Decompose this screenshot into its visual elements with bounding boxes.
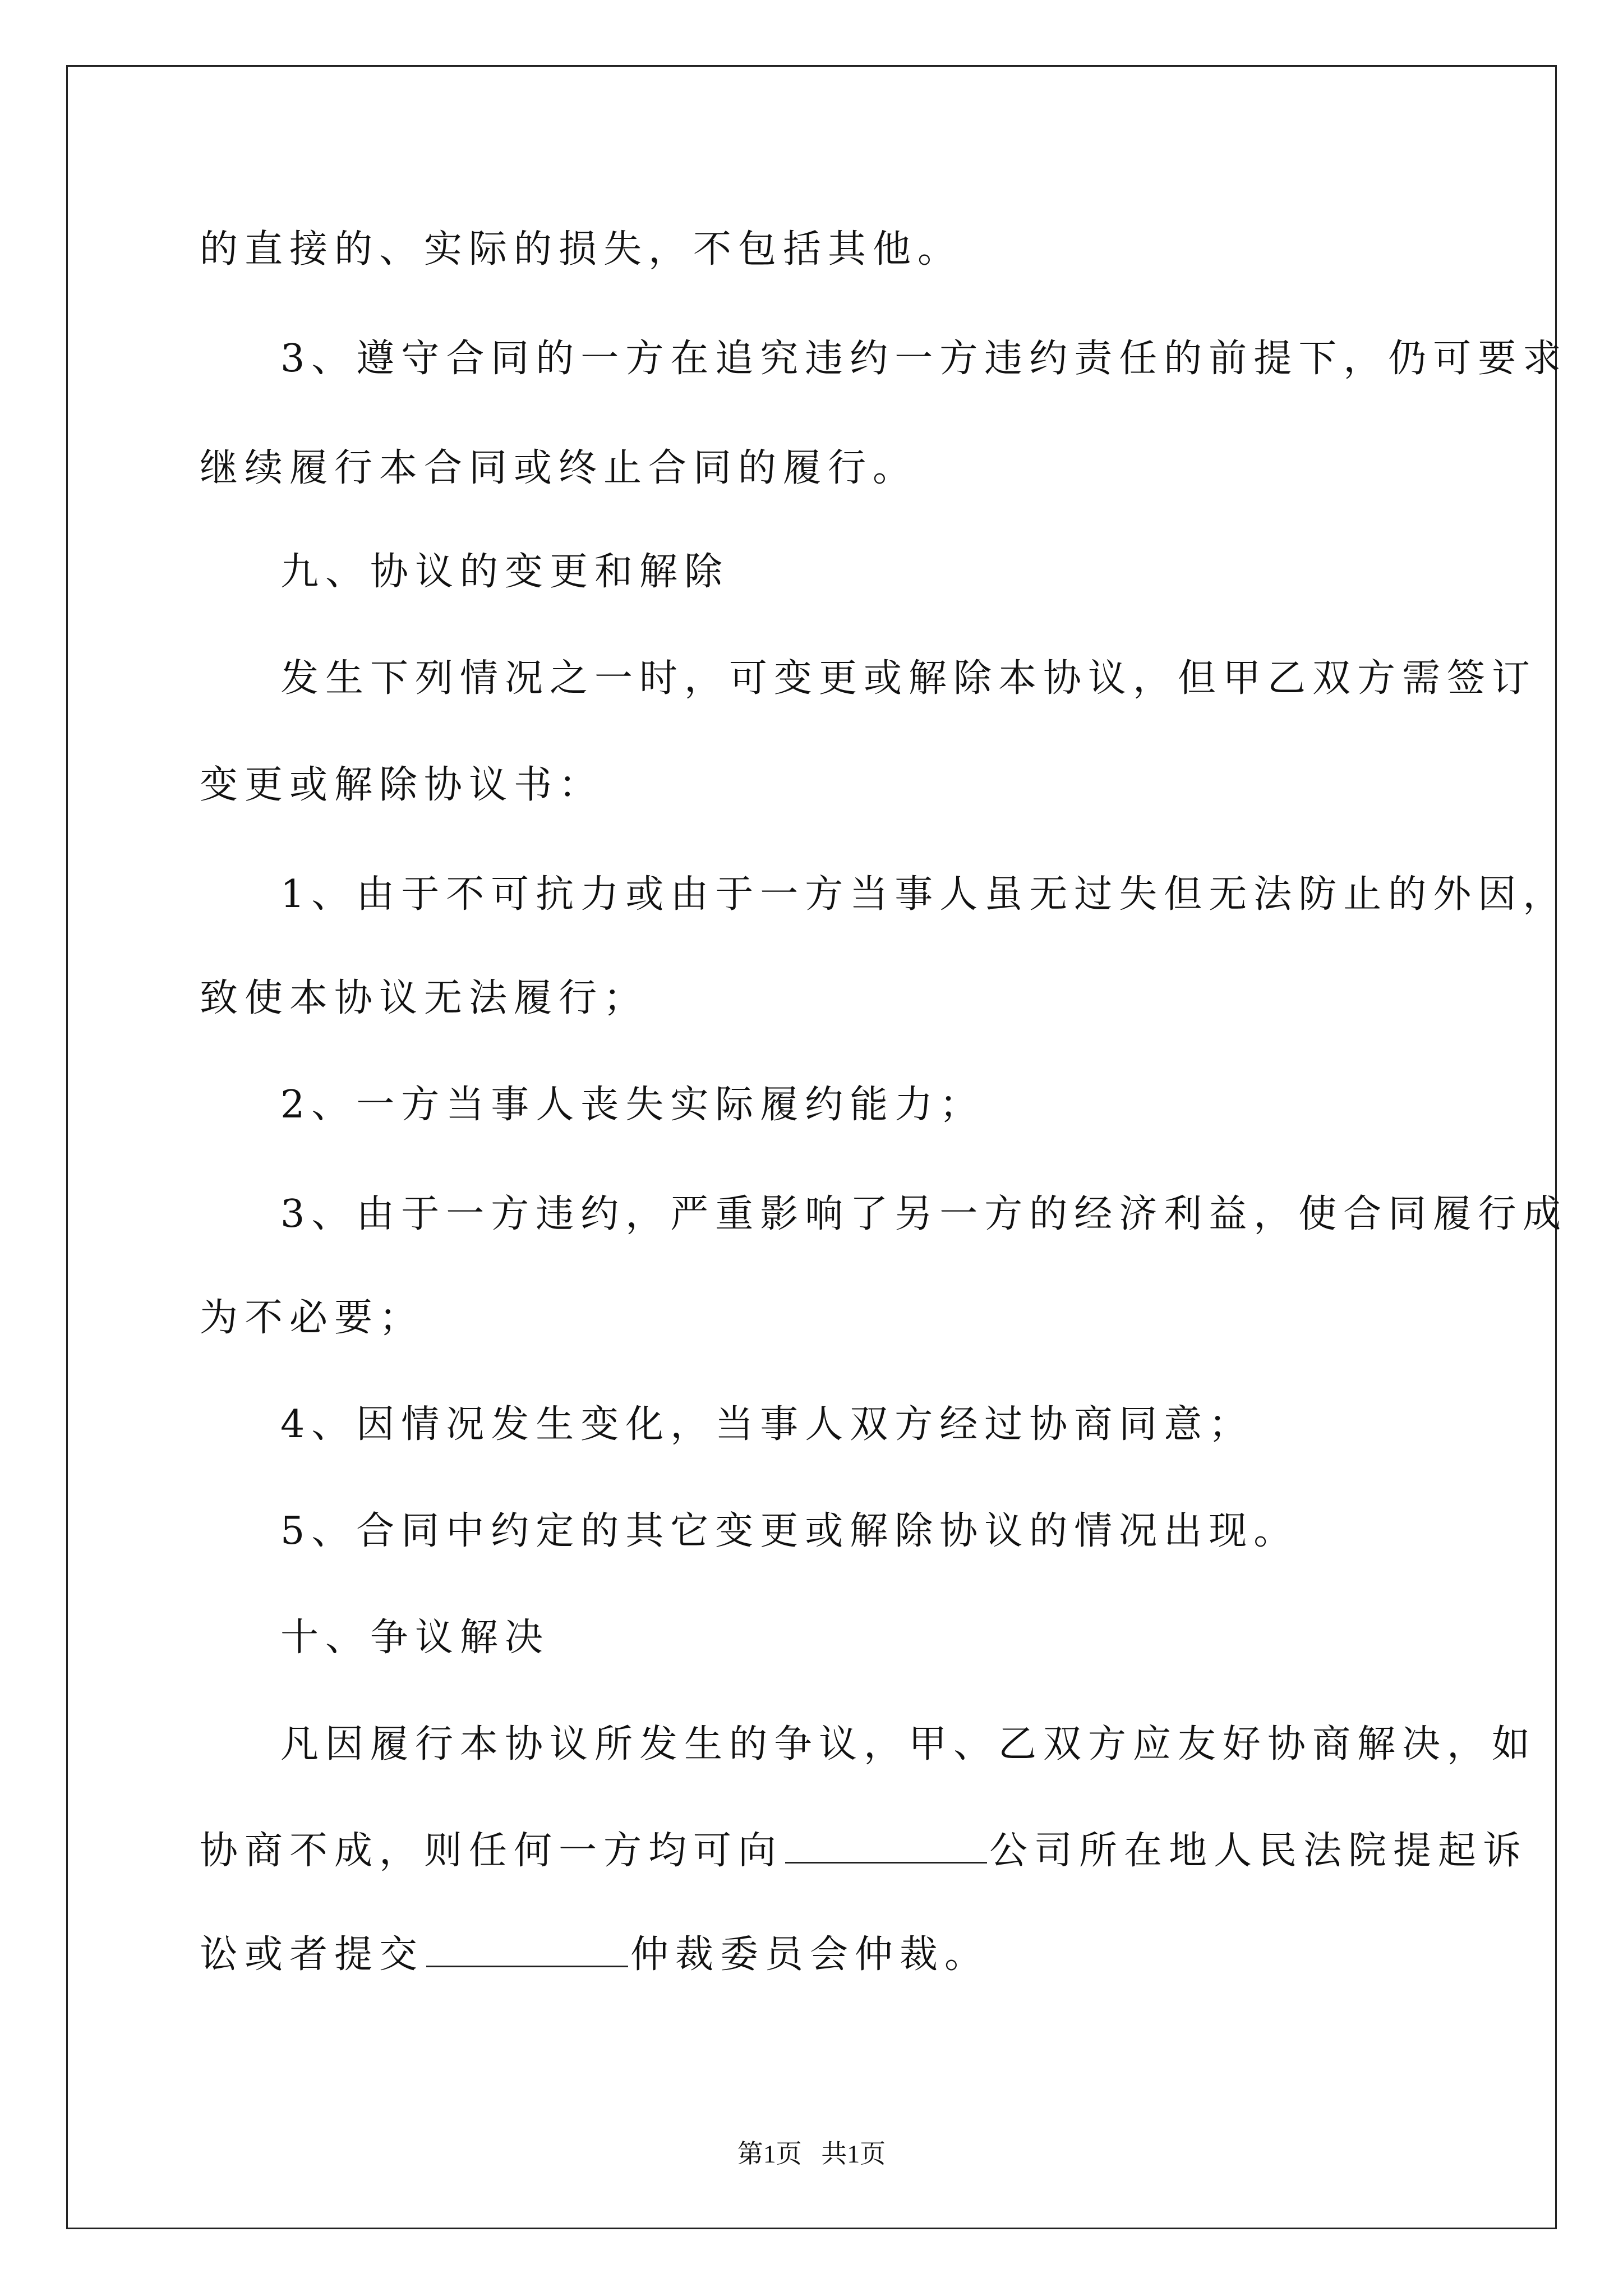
paragraph-line: 为不必要； (200, 1296, 425, 1340)
paragraph-line: 变更或解除协议书： (200, 763, 604, 807)
page-border (66, 65, 1557, 2229)
paragraph-line: 继续履行本合同或终止合同的履行。 (200, 446, 918, 490)
paragraph-line: 3、由于一方违约，严重影响了另一方的经济利益，使合同履行成 (280, 1192, 1568, 1236)
paragraph-line: 发生下列情况之一时，可变更或解除本协议，但甲乙双方需签订 (280, 656, 1537, 701)
paragraph-line: 4、因情况发生变化，当事人双方经过协商同意； (280, 1402, 1254, 1447)
paragraph-line-with-blank (200, 1932, 989, 1977)
paragraph-line: 致使本协议无法履行； (200, 976, 649, 1020)
fill-in-blank (785, 1830, 987, 1864)
paragraph-line: 凡因履行本协议所发生的争议，甲、乙双方应友好协商解决，如 (280, 1722, 1537, 1766)
paragraph-line: 1、由于不可抗力或由于一方当事人虽无过失但无法防止的外因， (280, 872, 1568, 917)
section-heading: 九、协议的变更和解除 (280, 550, 730, 594)
paragraph-line-with-blank (200, 1829, 1528, 1874)
paragraph-line: 5、合同中约定的其它变更或解除协议的情况出现。 (280, 1509, 1299, 1553)
page-number-footer: 第1页 共1页 (737, 2139, 886, 2168)
text-before-blank: 讼或者提交 (200, 1932, 425, 1977)
text-after-blank: 仲裁委员会仲裁。 (630, 1932, 990, 1977)
paragraph-line: 的直接的、实际的损失，不包括其他。 (200, 227, 963, 272)
text-before-blank: 协商不成，则任何一方均可向 (200, 1829, 783, 1873)
paragraph-line: 2、一方当事人丧失实际履约能力； (280, 1083, 985, 1127)
paragraph-line: 3、遵守合同的一方在追究违约一方违约责任的前提下，仍可要求 (280, 337, 1568, 381)
text-after-blank: 公司所在地人民法院提起诉 (989, 1829, 1528, 1873)
section-heading: 十、争议解决 (280, 1616, 550, 1660)
fill-in-blank (426, 1934, 628, 1967)
